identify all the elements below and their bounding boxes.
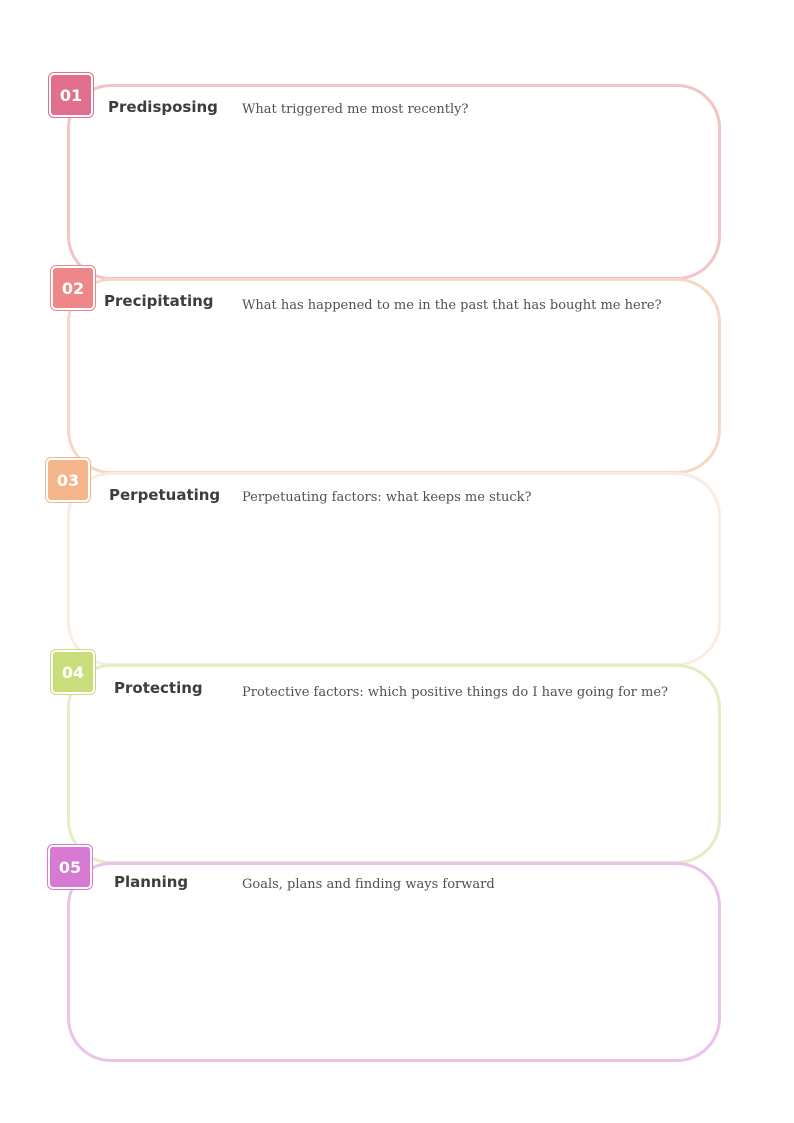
section-title: Perpetuating — [109, 486, 221, 504]
section-title: Predisposing — [108, 98, 218, 116]
section-number-badge: 03 — [48, 460, 88, 500]
answer-area-planning[interactable] — [242, 902, 697, 1047]
section-title: Protecting — [114, 679, 203, 697]
section-prompt: Goals, plans and finding ways forward — [242, 877, 495, 892]
answer-area-perpetuating[interactable] — [242, 514, 697, 654]
section-number-badge: 04 — [53, 652, 93, 692]
section-number-badge: 05 — [50, 847, 90, 887]
answer-area-precipitating[interactable] — [242, 322, 697, 462]
answer-area-protecting[interactable] — [242, 710, 697, 850]
section-number-badge: 01 — [51, 75, 91, 115]
answer-area-predisposing[interactable] — [242, 126, 697, 266]
section-prompt: What triggered me most recently? — [242, 102, 469, 117]
section-title: Precipitating — [104, 292, 214, 310]
section-prompt: Perpetuating factors: what keeps me stuck? — [242, 490, 532, 505]
section-title: Planning — [114, 873, 189, 891]
section-prompt: What has happened to me in the past that has bought me here? — [242, 298, 662, 313]
section-prompt: Protective factors: which positive things do I have going for me? — [242, 685, 669, 700]
section-number-badge: 02 — [53, 268, 93, 308]
